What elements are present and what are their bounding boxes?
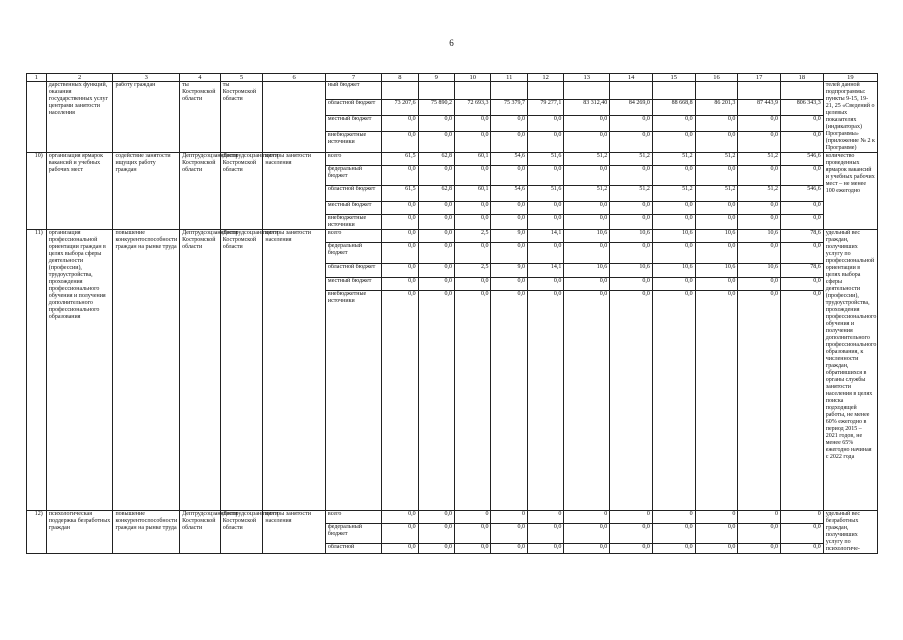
target-indicator: количество проведенных ярмарок вакансий и учебных рабочих мест – не менее 100 ежегодно	[823, 153, 877, 230]
funding-value: 10,6	[695, 230, 738, 243]
funding-value	[781, 82, 824, 100]
funding-value: 0,0	[527, 543, 563, 553]
funding-source: федеральный бюджет	[325, 524, 381, 543]
funding-source: федеральный бюджет	[325, 243, 381, 264]
funding-value: 0,0	[527, 278, 563, 291]
funding-value	[418, 82, 454, 100]
funding-value: 2,5	[455, 264, 491, 278]
funding-value: 10,6	[695, 264, 738, 278]
header-cell: 10	[455, 74, 491, 82]
funding-value: 0,0	[418, 230, 454, 243]
funding-value	[738, 82, 781, 100]
funding-value: 0,0	[491, 243, 527, 264]
funding-value	[652, 82, 695, 100]
header-cell: 5	[220, 74, 263, 82]
funding-value: 0,0	[610, 202, 653, 215]
funding-value: 0,0	[652, 215, 695, 230]
funding-value: 0,0	[527, 166, 563, 186]
header-cell: 4	[180, 74, 221, 82]
measure-goal: содействие занятости ищущих работу граждан	[113, 153, 180, 230]
header-cell: 18	[781, 74, 824, 82]
funding-value: 0,0	[491, 202, 527, 215]
funding-value: 0	[738, 511, 781, 524]
funding-value: 51,2	[564, 186, 610, 202]
funding-value: 546,6	[781, 186, 824, 202]
funding-value: 79 277,1	[527, 100, 563, 116]
funding-value: 0,0	[527, 215, 563, 230]
funding-value: 0,0	[652, 524, 695, 543]
measure-goal: повышение конкурентоспособности граждан на рынке труда	[113, 230, 180, 511]
funding-source: областной бюджет	[325, 264, 381, 278]
funding-value: 51,2	[610, 153, 653, 166]
funding-value: 0,0	[738, 132, 781, 153]
funding-value: 0,0	[382, 511, 418, 524]
funding-source: внебюджетные источники	[325, 215, 381, 230]
funding-value: 0,0	[382, 132, 418, 153]
funding-source: местный бюджет	[325, 202, 381, 215]
funding-value: 0,0	[418, 524, 454, 543]
table-row	[27, 82, 878, 100]
measure-name: психологическая поддержка безработных граждан	[46, 511, 113, 554]
funding-value: 0,0	[564, 278, 610, 291]
funding-value: 0,0	[738, 543, 781, 553]
funding-value: 0,0	[781, 278, 824, 291]
funding-value: 0,0	[738, 243, 781, 264]
funding-value: 0,0	[382, 116, 418, 132]
table-row	[27, 153, 878, 166]
funding-value: 0,0	[418, 166, 454, 186]
funding-value: 61,5	[382, 153, 418, 166]
table-row	[27, 511, 878, 524]
target-indicator: удельный вес граждан, получивших услугу по профессиональной ориентации в целях выбора сферы деятельности (профессии), трудоустройства, прохождения профессионального обучения и получения дополнительного профессионального образования, к численности граждан, обратившихся в органы службы занятости населения в целях поиска подходящей работы, не менее 60% ежегодно в период 2015 – 2021 годов, не менее 65% ежегодно начиная с 2022 года	[823, 230, 877, 511]
funding-source: всего	[325, 511, 381, 524]
funding-value: 0,0	[418, 215, 454, 230]
funding-value: 0,0	[781, 132, 824, 153]
funding-value: 10,6	[564, 264, 610, 278]
funding-value: 0,0	[652, 291, 695, 511]
funding-value	[455, 82, 491, 100]
executor: Дептрудсоцзанятости Костромской области	[220, 230, 263, 511]
measure-goal: работу граждан	[113, 82, 180, 153]
funding-value: 0,0	[455, 116, 491, 132]
funding-value: 10,6	[610, 264, 653, 278]
funding-value: 0,0	[491, 215, 527, 230]
funding-value	[610, 82, 653, 100]
funding-value: 0,0	[564, 166, 610, 186]
header-cell: 19	[823, 74, 877, 82]
funding-value: 0,0	[652, 278, 695, 291]
funding-value: 0,0	[527, 116, 563, 132]
header-cell: 17	[738, 74, 781, 82]
funding-value: 51,2	[564, 153, 610, 166]
funding-value: 0,0	[652, 202, 695, 215]
row-number: 12)	[27, 511, 47, 554]
funding-value: 51,6	[527, 186, 563, 202]
funding-value: 0,0	[382, 291, 418, 511]
participants: центры занятости населения	[263, 153, 325, 230]
funding-value: 10,6	[738, 264, 781, 278]
funding-value: 0,0	[610, 524, 653, 543]
funding-value: 0,0	[652, 543, 695, 553]
header-cell: 7	[325, 74, 381, 82]
funding-value: 0,0	[418, 278, 454, 291]
funding-value: 806 343,3	[781, 100, 824, 116]
funding-value: 0,0	[382, 230, 418, 243]
funding-value: 9,0	[491, 230, 527, 243]
funding-value: 0,0	[695, 202, 738, 215]
funding-value: 0	[491, 511, 527, 524]
funding-value: 0,0	[738, 116, 781, 132]
funding-value: 0,0	[781, 215, 824, 230]
funding-value	[564, 82, 610, 100]
funding-value: 546,6	[781, 153, 824, 166]
participants: центры занятости населения	[263, 230, 325, 511]
funding-source: местный бюджет	[325, 278, 381, 291]
funding-value: 0,0	[527, 243, 563, 264]
funding-value: 10,6	[738, 230, 781, 243]
funding-source: ный бюджет	[325, 82, 381, 100]
funding-value: 0,0	[455, 166, 491, 186]
funding-value: 0,0	[455, 132, 491, 153]
funding-value: 0,0	[455, 215, 491, 230]
funding-value: 0,0	[382, 202, 418, 215]
funding-value: 0,0	[738, 278, 781, 291]
funding-value: 0,0	[610, 243, 653, 264]
funding-source: областной бюджет	[325, 186, 381, 202]
funding-value: 0,0	[781, 524, 824, 543]
funding-value: 0	[781, 511, 824, 524]
funding-value: 0,0	[781, 291, 824, 511]
funding-value: 0,0	[781, 202, 824, 215]
executor: ты Костромской области	[220, 82, 263, 153]
funding-value: 0,0	[527, 132, 563, 153]
funding-value: 62,8	[418, 186, 454, 202]
header-cell: 13	[564, 74, 610, 82]
funding-value: 75 379,7	[491, 100, 527, 116]
funding-value: 0	[527, 511, 563, 524]
funding-value: 0,0	[564, 132, 610, 153]
funding-value: 0,0	[564, 543, 610, 553]
funding-value: 0,0	[418, 543, 454, 553]
header-cell: 9	[418, 74, 454, 82]
funding-value: 0	[455, 511, 491, 524]
funding-value: 10,6	[564, 230, 610, 243]
funding-value: 2,5	[455, 230, 491, 243]
funding-value: 51,2	[738, 186, 781, 202]
header-cell: 3	[113, 74, 180, 82]
funding-value: 0,0	[738, 524, 781, 543]
funding-value: 0,0	[695, 278, 738, 291]
funding-value: 0,0	[418, 202, 454, 215]
funding-value: 0,0	[564, 116, 610, 132]
participants	[263, 82, 325, 153]
funding-value: 0,0	[738, 166, 781, 186]
funding-value: 0,0	[781, 543, 824, 553]
funding-value: 0	[652, 511, 695, 524]
header-cell: 16	[695, 74, 738, 82]
header-cell: 8	[382, 74, 418, 82]
funding-value: 78,6	[781, 230, 824, 243]
measure-name: организация профессиональной ориентации граждан в целях выбора сферы деятельности (профессии), трудоустройства, прохождения профессионального обучения и получения дополнительного профессионального образования	[46, 230, 113, 511]
funding-value: 0,0	[491, 543, 527, 553]
funding-value: 0,0	[564, 524, 610, 543]
page-number: 6	[449, 38, 454, 48]
funding-source: всего	[325, 230, 381, 243]
funding-value: 0,0	[382, 543, 418, 553]
funding-value: 0,0	[781, 243, 824, 264]
funding-value: 51,2	[610, 186, 653, 202]
header-cell: 1	[27, 74, 47, 82]
funding-source: всего	[325, 153, 381, 166]
funding-value: 0,0	[455, 243, 491, 264]
funding-value: 78,6	[781, 264, 824, 278]
header-row	[27, 74, 878, 82]
funding-value: 0,0	[382, 166, 418, 186]
funding-value: 0,0	[564, 202, 610, 215]
funding-source: внебюджетные источники	[325, 132, 381, 153]
funding-value: 0	[564, 511, 610, 524]
funding-value: 0,0	[695, 132, 738, 153]
funding-value	[527, 82, 563, 100]
measure-name: дарственных функций, оказания государственных услуг центрами занятости населения	[46, 82, 113, 153]
funding-value: 51,2	[652, 153, 695, 166]
target-indicator: удельный вес безработных граждан, получивших услугу по психологиче-	[823, 511, 877, 554]
header-cell: 12	[527, 74, 563, 82]
funding-value: 0,0	[491, 291, 527, 511]
customer: Дептрудсоцзанятости Костромской области	[180, 230, 221, 511]
funding-value: 0,0	[418, 116, 454, 132]
table-row	[27, 230, 878, 243]
funding-value: 0,0	[382, 524, 418, 543]
funding-value: 0,0	[781, 166, 824, 186]
program-table	[26, 73, 878, 554]
funding-value: 0,0	[652, 243, 695, 264]
target-indicator: телей данной подпрограммы: пункты 9-15, 19-21, 25 «Сведений о целевых показателях (индикаторах) Программы» (приложение № 2 к Программе)	[823, 82, 877, 153]
funding-value: 0,0	[455, 524, 491, 543]
funding-value: 84 269,0	[610, 100, 653, 116]
funding-value: 0,0	[738, 291, 781, 511]
funding-value: 0,0	[610, 116, 653, 132]
header-cell: 11	[491, 74, 527, 82]
customer: Дептрудсоцзанятости Костромской области	[180, 511, 221, 554]
funding-value: 51,2	[695, 153, 738, 166]
funding-value: 0,0	[382, 278, 418, 291]
funding-value: 0,0	[652, 132, 695, 153]
funding-value: 0,0	[382, 264, 418, 278]
funding-value: 0,0	[695, 215, 738, 230]
funding-source: федеральный бюджет	[325, 166, 381, 186]
funding-value: 0,0	[781, 116, 824, 132]
funding-value: 0,0	[610, 166, 653, 186]
customer: Дептрудсоцзанятости Костромской области	[180, 153, 221, 230]
funding-value: 0,0	[418, 132, 454, 153]
funding-value: 0,0	[652, 166, 695, 186]
funding-value: 87 443,9	[738, 100, 781, 116]
funding-value: 72 693,3	[455, 100, 491, 116]
funding-value: 0,0	[610, 291, 653, 511]
funding-value: 0,0	[527, 202, 563, 215]
funding-value: 0,0	[382, 243, 418, 264]
funding-value: 88 668,8	[652, 100, 695, 116]
row-number: 11)	[27, 230, 47, 511]
funding-value: 0,0	[491, 278, 527, 291]
funding-value: 0,0	[491, 116, 527, 132]
funding-value: 86 201,3	[695, 100, 738, 116]
funding-source: местный бюджет	[325, 116, 381, 132]
funding-value: 0,0	[610, 132, 653, 153]
funding-value: 62,8	[418, 153, 454, 166]
funding-value: 10,6	[610, 230, 653, 243]
row-number: 10)	[27, 153, 47, 230]
funding-value: 0,0	[491, 132, 527, 153]
funding-value: 0,0	[491, 166, 527, 186]
funding-value: 14,1	[527, 230, 563, 243]
funding-value: 60,1	[455, 186, 491, 202]
funding-value: 0,0	[455, 278, 491, 291]
funding-value: 51,2	[652, 186, 695, 202]
header-cell: 14	[610, 74, 653, 82]
funding-value: 75 890,2	[418, 100, 454, 116]
funding-value: 10,6	[652, 264, 695, 278]
funding-value: 61,5	[382, 186, 418, 202]
executor: Дептрудсоцзанятости Костромской области	[220, 153, 263, 230]
funding-value: 73 207,6	[382, 100, 418, 116]
funding-value: 0,0	[695, 166, 738, 186]
funding-value: 0,0	[695, 116, 738, 132]
funding-value: 0,0	[695, 524, 738, 543]
participants: центры занятости населения	[263, 511, 325, 554]
funding-value: 0	[695, 511, 738, 524]
funding-value: 0,0	[738, 202, 781, 215]
funding-value: 10,6	[652, 230, 695, 243]
funding-value: 0,0	[418, 511, 454, 524]
funding-value: 0,0	[695, 291, 738, 511]
header-cell: 2	[46, 74, 113, 82]
funding-value	[695, 82, 738, 100]
funding-value: 0,0	[527, 291, 563, 511]
funding-value: 0,0	[491, 524, 527, 543]
customer: ты Костромской области	[180, 82, 221, 153]
header-cell: 15	[652, 74, 695, 82]
funding-value: 0,0	[652, 116, 695, 132]
funding-source: внебюджетные источники	[325, 291, 381, 511]
funding-value: 0,0	[695, 243, 738, 264]
funding-value: 0,0	[610, 215, 653, 230]
funding-value: 0,0	[738, 215, 781, 230]
funding-value: 0,0	[418, 291, 454, 511]
funding-value: 0,0	[382, 215, 418, 230]
funding-value: 54,6	[491, 186, 527, 202]
executor: Дептрудсоцзанятости Костромской области	[220, 511, 263, 554]
measure-name: организация ярмарок вакансий и учебных рабочих мест	[46, 153, 113, 230]
funding-value: 14,1	[527, 264, 563, 278]
funding-value: 0,0	[695, 543, 738, 553]
funding-source: областной	[325, 543, 381, 553]
header-cell: 6	[263, 74, 325, 82]
funding-value: 83 312,40	[564, 100, 610, 116]
funding-value: 0,0	[455, 291, 491, 511]
funding-value: 51,2	[738, 153, 781, 166]
funding-value	[382, 82, 418, 100]
funding-value: 0,0	[418, 264, 454, 278]
funding-value: 0,0	[527, 524, 563, 543]
funding-value: 0,0	[610, 543, 653, 553]
measure-goal: повышение конкурентоспособности граждан на рынке труда	[113, 511, 180, 554]
funding-value: 51,6	[527, 153, 563, 166]
funding-value: 54,6	[491, 153, 527, 166]
funding-value	[491, 82, 527, 100]
funding-value: 0,0	[564, 291, 610, 511]
funding-value: 60,1	[455, 153, 491, 166]
funding-value: 0,0	[564, 243, 610, 264]
funding-value: 9,0	[491, 264, 527, 278]
funding-value: 0,0	[610, 278, 653, 291]
funding-value: 0,0	[418, 243, 454, 264]
funding-value: 0,0	[564, 215, 610, 230]
funding-value: 0,0	[455, 202, 491, 215]
funding-source: областной бюджет	[325, 100, 381, 116]
funding-value: 0,0	[455, 543, 491, 553]
funding-value: 51,2	[695, 186, 738, 202]
row-number	[27, 82, 47, 153]
funding-value: 0	[610, 511, 653, 524]
